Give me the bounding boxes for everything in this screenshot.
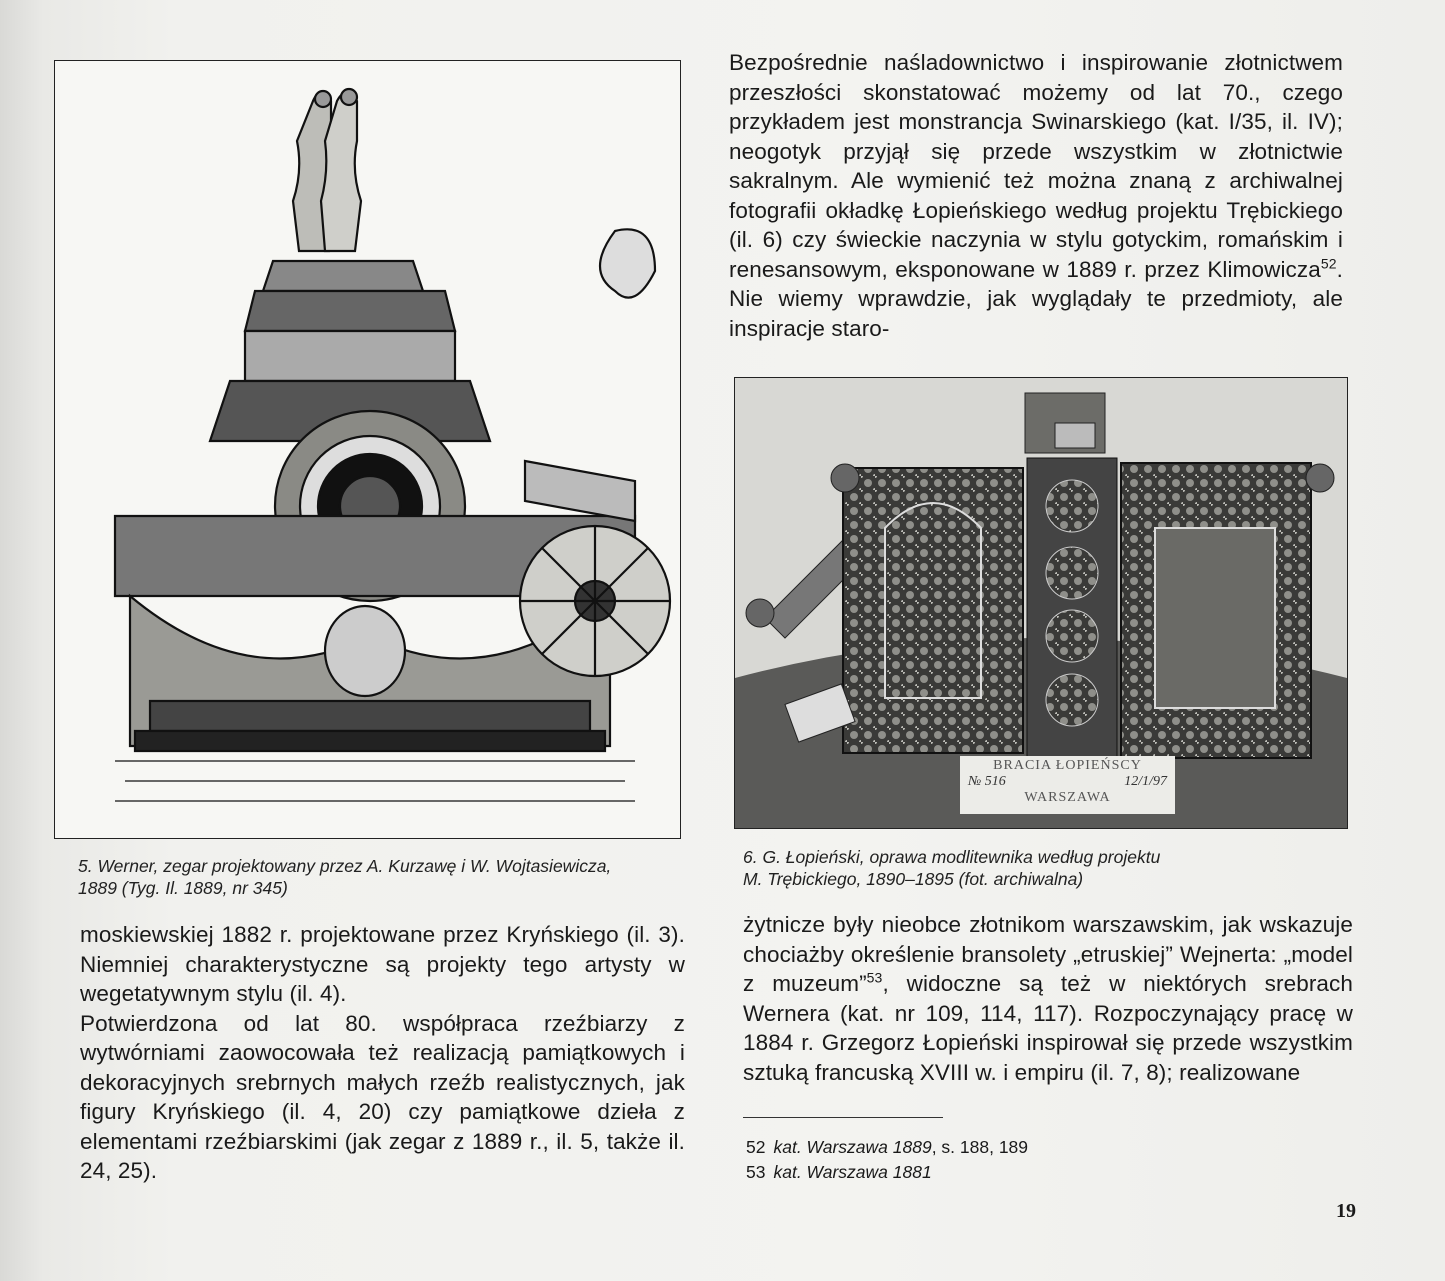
footnote-text: kat. Warszawa 1889 — [773, 1137, 932, 1157]
body-paragraph: Potwierdzona od lat 80. współpraca rzeźbiarzy z wytwórniami zaowocowała też realizacją pamiątkowych i dekoracyjnych srebrnych małych rzeźb realistycznych, jak figury Kryńskiego (il. 4, 20) czy pamiątkowe dzieła z elementami rzeźbiarskimi (jak zegar z 1889 r., il. 5, także il. 24, 25). — [80, 1010, 685, 1183]
body-paragraph: moskiewskiej 1882 r. projektowane przez Kryńskiego (il. 3). Niemniej charakterystyczne są projekty tego artysty w wegetatywnym stylu (il. 4). — [80, 922, 685, 1006]
paragraph-text: żytnicze były nieobce złotnikom warszawskim, jak wskazuje chociażby określenie bransolety „etruskiej” Wejnerta: „model z muzeum” — [743, 912, 1353, 996]
caption-line: 1889 (Tyg. Il. 1889, nr 345) — [78, 878, 288, 898]
footnote-ref: 53 — [866, 969, 883, 986]
clock-drawing — [55, 61, 680, 838]
paragraph-text: . Nie wiemy wprawdzie, jak wyglądały te przedmioty, ale inspiracje staro- — [729, 256, 1343, 341]
figure-6-caption — [743, 846, 1343, 890]
footnote-number: 53 — [746, 1162, 766, 1182]
footnote-53 — [746, 1160, 932, 1184]
caption-line: 5. Werner, zegar projektowany przez A. Kurzawę i W. Wojtasiewicza, — [78, 856, 612, 876]
label-text: BRACIA ŁOPIEŃSCY — [993, 758, 1142, 773]
caption-line: 6. G. Łopieński, oprawa modlitewnika według projektu — [743, 847, 1161, 867]
footnote-text: kat. Warszawa 1881 — [773, 1162, 932, 1182]
footnote-52 — [746, 1135, 1028, 1159]
footnote-divider — [743, 1117, 943, 1118]
figure-6-book-binding-photo — [734, 377, 1348, 829]
body-paragraph — [729, 48, 1343, 343]
caption-line: M. Trębickiego, 1890–1895 (fot. archiwalna) — [743, 869, 1084, 889]
paragraph-text: , widoczne są też w niektórych srebrach Wernera (kat. nr 109, 114, 117). Rozpoczynający pracę w 1884 r. Grzegorz Łopieński inspirował się przede wszystkim sztuką francuską XVIII w. i empiru (il. 7, 8); realizowane — [743, 971, 1353, 1085]
footnote-number: 52 — [746, 1137, 766, 1157]
bottom-right-column — [743, 910, 1353, 1087]
label-date: 12/1/97 — [1124, 774, 1167, 789]
bottom-left-column — [80, 920, 685, 1186]
figure-5-caption — [78, 855, 678, 899]
label-number: № 516 — [968, 774, 1006, 789]
body-paragraph — [743, 910, 1353, 1087]
archive-label — [960, 756, 1175, 814]
paragraph-text: Bezpośrednie naśladownictwo i inspirowanie złotnictwem przeszłości skonstatować możemy od lat 70., czego przykładem jest monstrancja Swinarskiego (kat. I/35, il. IV); neogotyk przyjął się przede wszystkim w złotnictwie sakralnym. Ale wymienić też można znaną z archiwalnej fotografii okładkę Łopieńskiego według projektu Trębickiego (il. 6) czy świeckie naczynia w stylu gotyckim, romańskim i renesansowym, eksponowane w 1889 r. przez Klimowicza — [729, 50, 1343, 282]
footnote-text: , s. 188, 189 — [931, 1137, 1029, 1157]
footnote-ref: 52 — [1320, 255, 1337, 271]
page-number: 19 — [1336, 1200, 1356, 1222]
label-text: WARSZAWA — [1024, 790, 1111, 805]
top-right-column — [729, 48, 1343, 343]
figure-5-clock-illustration — [54, 60, 681, 839]
